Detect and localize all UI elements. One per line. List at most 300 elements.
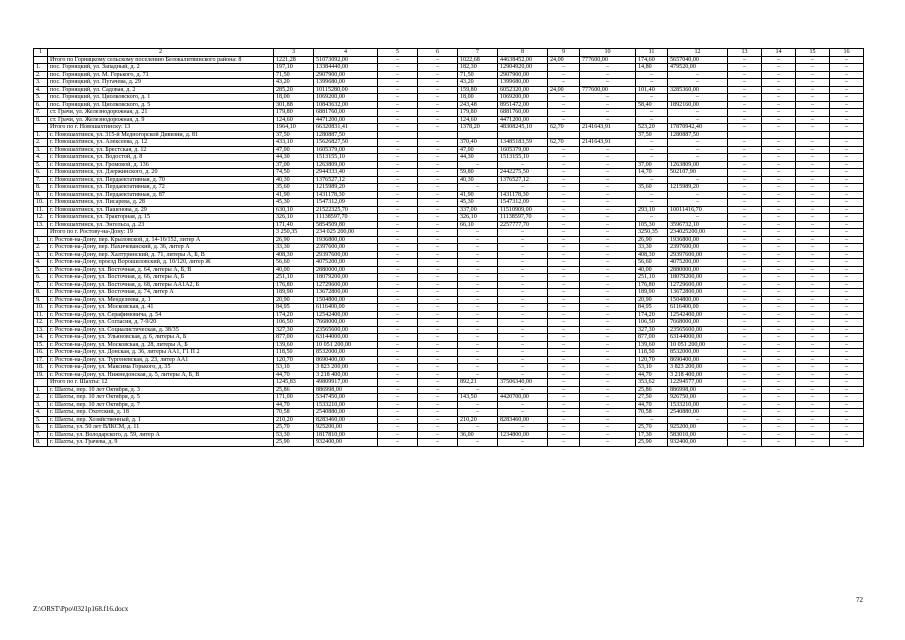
value-cell: 40,30 <box>458 176 498 184</box>
value-cell: – <box>548 409 580 417</box>
value-cell: – <box>580 304 636 312</box>
value-cell: – <box>728 176 762 184</box>
address-cell: г. Ростов-на-Дону, ул. Донская, д. 36, литеры АА1, Г1 П 2 <box>48 349 274 357</box>
value-cell: – <box>796 206 830 214</box>
value-cell: 120,70 <box>636 356 668 364</box>
value-cell: – <box>668 109 728 117</box>
value-cell: – <box>728 116 762 124</box>
value-cell: 17,30 <box>636 431 668 439</box>
value-cell: – <box>762 274 796 282</box>
value-cell: 210,20 <box>274 416 314 424</box>
value-cell: – <box>548 251 580 259</box>
row-number-cell: 1. <box>34 236 48 244</box>
value-cell: – <box>636 71 668 79</box>
value-cell: – <box>796 176 830 184</box>
value-cell: 10115280,00 <box>314 86 378 94</box>
value-cell: – <box>418 296 458 304</box>
address-cell: г. Шахты, пер. 10 лет Октября, д. 7 <box>48 401 274 409</box>
value-cell: – <box>378 146 418 154</box>
table-row <box>34 244 864 252</box>
table-row <box>34 401 864 409</box>
value-cell: – <box>548 401 580 409</box>
value-cell: 171,40 <box>274 221 314 229</box>
value-cell: 33,30 <box>636 244 668 252</box>
value-cell: 2397600,00 <box>314 244 378 252</box>
value-cell: 13672800,00 <box>668 289 728 297</box>
value-cell: – <box>548 266 580 274</box>
value-cell: 3285360,00 <box>668 86 728 94</box>
value-cell: – <box>668 416 728 424</box>
value-cell: – <box>728 274 762 282</box>
value-cell: – <box>762 409 796 417</box>
value-cell: 174,20 <box>636 311 668 319</box>
value-cell: – <box>830 109 864 117</box>
value-cell: 13672800,00 <box>314 289 378 297</box>
value-cell: – <box>498 259 548 267</box>
value-cell: – <box>580 64 636 72</box>
value-cell: – <box>458 161 498 169</box>
value-cell: – <box>728 154 762 162</box>
value-cell: 877,00 <box>274 334 314 342</box>
value-cell: – <box>458 236 498 244</box>
value-cell: – <box>796 191 830 199</box>
table-row <box>34 131 864 139</box>
value-cell: 189,90 <box>274 289 314 297</box>
value-cell: 301,88 <box>274 101 314 109</box>
value-cell: – <box>580 431 636 439</box>
value-cell: 48308245,10 <box>498 124 548 132</box>
value-cell: – <box>830 394 864 402</box>
value-cell: 4075200,00 <box>668 259 728 267</box>
value-cell: 14,70 <box>636 169 668 177</box>
value-cell: – <box>796 259 830 267</box>
row-number-cell: 16. <box>34 349 48 357</box>
document-sheet <box>33 48 863 447</box>
row-number-cell <box>34 124 48 132</box>
value-cell: 101,40 <box>636 86 668 94</box>
value-cell: – <box>728 64 762 72</box>
value-cell: – <box>580 116 636 124</box>
value-cell: – <box>728 401 762 409</box>
value-cell: – <box>458 386 498 394</box>
value-cell <box>378 131 418 139</box>
value-cell: – <box>548 206 580 214</box>
value-cell: 35,60 <box>636 184 668 192</box>
value-cell: 41,90 <box>458 191 498 199</box>
value-cell: 1399680,00 <box>498 79 548 87</box>
table-row <box>34 289 864 297</box>
value-cell: 10011416,70 <box>668 206 728 214</box>
value-cell: 337,00 <box>458 206 498 214</box>
value-cell: 40,00 <box>274 266 314 274</box>
value-cell: – <box>580 71 636 79</box>
value-cell: – <box>762 184 796 192</box>
value-cell: 1431178,30 <box>314 191 378 199</box>
value-cell: 6116400,00 <box>314 304 378 312</box>
value-cell: 1280887,50 <box>314 131 378 139</box>
value-cell: – <box>418 116 458 124</box>
value-cell: – <box>830 221 864 229</box>
value-cell: – <box>796 251 830 259</box>
value-cell: – <box>378 431 418 439</box>
value-cell: – <box>548 161 580 169</box>
value-cell: – <box>418 409 458 417</box>
value-cell: – <box>830 424 864 432</box>
value-cell: 285,20 <box>274 86 314 94</box>
value-cell: 63144000,00 <box>314 334 378 342</box>
value-cell: 1069200,00 <box>498 94 548 102</box>
value-cell: – <box>668 176 728 184</box>
value-cell: 8690400,00 <box>314 356 378 364</box>
value-cell: 1964,10 <box>274 124 314 132</box>
value-cell: – <box>548 169 580 177</box>
value-cell: – <box>830 214 864 222</box>
value-cell: – <box>580 214 636 222</box>
value-cell: 408,30 <box>274 251 314 259</box>
value-cell: 1547312,09 <box>314 199 378 207</box>
value-cell: 433,10 <box>274 139 314 147</box>
value-cell: – <box>580 176 636 184</box>
value-cell: 106,50 <box>274 319 314 327</box>
value-cell: – <box>458 184 498 192</box>
row-number-cell: 5. <box>34 416 48 424</box>
value-cell: – <box>418 199 458 207</box>
value-cell: – <box>636 176 668 184</box>
value-cell: – <box>378 439 418 447</box>
value-cell: – <box>580 274 636 282</box>
table-row <box>34 221 864 229</box>
value-cell: 62,70 <box>548 124 580 132</box>
value-cell: – <box>580 79 636 87</box>
value-cell: – <box>728 364 762 372</box>
row-number-cell: 4. <box>34 259 48 267</box>
value-cell: 777600,00 <box>580 86 636 94</box>
row-number-cell: 8. <box>34 184 48 192</box>
table-row <box>34 236 864 244</box>
row-number-cell: 3. <box>34 146 48 154</box>
value-cell: 2257777,70 <box>498 221 548 229</box>
value-cell: – <box>796 371 830 379</box>
value-cell: – <box>762 199 796 207</box>
row-number-cell: 1. <box>34 131 48 139</box>
address-cell: г. Ростов-на-Дону, пер. Нахичеванский, д. 36, литер А <box>48 244 274 252</box>
table-row <box>34 146 864 154</box>
value-cell: – <box>636 214 668 222</box>
value-cell: – <box>830 184 864 192</box>
value-cell: 4471200,00 <box>314 116 378 124</box>
value-cell: 1376527,12 <box>498 176 548 184</box>
value-cell: 49809917,00 <box>314 379 378 387</box>
value-cell: – <box>418 221 458 229</box>
value-cell: 44,70 <box>636 401 668 409</box>
table-row <box>34 416 864 424</box>
value-cell: 3 218 400,00 <box>668 371 728 379</box>
value-cell: – <box>580 394 636 402</box>
value-cell: – <box>548 424 580 432</box>
value-cell: 1817810,00 <box>314 431 378 439</box>
address-cell: г. Ростов-на-Дону, ул. Нижнедонская, д. 5, литеры А, Б, В <box>48 371 274 379</box>
address-cell: г. Новошахтинск, ул. Пашенова, д. 29 <box>48 206 274 214</box>
value-cell: 2141643,91 <box>580 124 636 132</box>
value-cell: – <box>418 94 458 102</box>
value-cell: – <box>418 176 458 184</box>
row-number-cell <box>34 56 48 64</box>
value-cell: – <box>498 229 548 237</box>
value-cell: – <box>418 229 458 237</box>
value-cell: – <box>762 169 796 177</box>
value-cell: – <box>728 86 762 94</box>
row-number-cell: 6. <box>34 424 48 432</box>
value-cell: – <box>378 79 418 87</box>
value-cell: 33,30 <box>274 244 314 252</box>
value-cell: 18079200,00 <box>668 274 728 282</box>
value-cell: – <box>796 221 830 229</box>
value-cell: – <box>418 304 458 312</box>
value-cell: – <box>378 311 418 319</box>
value-cell: 234 025 200,00 <box>314 229 378 237</box>
value-cell: – <box>796 161 830 169</box>
table-row <box>34 161 864 169</box>
value-cell: 7668000,00 <box>314 319 378 327</box>
address-cell: Итого по г. Шахты: 12 <box>48 379 274 387</box>
value-cell: – <box>418 364 458 372</box>
value-cell: 18079200,00 <box>314 274 378 282</box>
value-cell: – <box>418 341 458 349</box>
value-cell: – <box>548 146 580 154</box>
value-cell: 37,50 <box>636 131 668 139</box>
table-row <box>34 364 864 372</box>
value-cell: – <box>458 311 498 319</box>
value-cell: 7668000,00 <box>668 319 728 327</box>
value-cell: 1234800,00 <box>498 431 548 439</box>
value-cell: – <box>830 296 864 304</box>
value-cell: 5657040,00 <box>668 56 728 64</box>
value-cell: – <box>418 71 458 79</box>
value-cell: – <box>580 146 636 154</box>
value-cell: – <box>796 101 830 109</box>
value-cell: – <box>548 79 580 87</box>
row-number-cell: 13. <box>34 326 48 334</box>
subtotal-row <box>34 229 864 237</box>
value-cell: – <box>728 251 762 259</box>
value-cell: 1936800,00 <box>668 236 728 244</box>
value-cell: – <box>548 371 580 379</box>
value-cell: – <box>378 364 418 372</box>
value-cell: 1547312,09 <box>498 199 548 207</box>
value-cell: – <box>378 214 418 222</box>
value-cell: – <box>796 146 830 154</box>
row-number-cell: 4. <box>34 154 48 162</box>
value-cell: 66,10 <box>458 221 498 229</box>
row-number-cell <box>34 379 48 387</box>
value-cell: 886998,00 <box>668 386 728 394</box>
value-cell: 189,90 <box>636 289 668 297</box>
value-cell: – <box>580 101 636 109</box>
value-cell: – <box>728 229 762 237</box>
value-cell: – <box>796 416 830 424</box>
value-cell <box>418 131 458 139</box>
value-cell: – <box>458 289 498 297</box>
row-number-cell: 6. <box>34 274 48 282</box>
value-cell: – <box>418 101 458 109</box>
table-row <box>34 101 864 109</box>
value-cell: 23565600,00 <box>668 326 728 334</box>
address-cell: г. Новошахтинск, ул. Алексеева, д. 12 <box>48 139 274 147</box>
value-cell: – <box>796 431 830 439</box>
value-cell: – <box>796 319 830 327</box>
address-cell: г. Ростов-на-Дону, ул. Московская, д. 28, литеры А, Б <box>48 341 274 349</box>
value-cell: – <box>830 371 864 379</box>
value-cell: – <box>796 334 830 342</box>
address-cell: г. Шахты, пер. 10 лет Октября, д. 3 <box>48 386 274 394</box>
value-cell: – <box>418 206 458 214</box>
value-cell: – <box>728 259 762 267</box>
value-cell: 25,90 <box>274 439 314 447</box>
table-row <box>34 281 864 289</box>
column-number-cell: 10 <box>580 49 636 57</box>
column-number-cell: 9 <box>548 49 580 57</box>
value-cell: – <box>728 79 762 87</box>
value-cell: 40,00 <box>636 266 668 274</box>
value-cell: 25,70 <box>636 424 668 432</box>
value-cell: – <box>458 266 498 274</box>
value-cell: – <box>728 109 762 117</box>
address-cell: ст. Грачи, ул. Железнодорожная, д. 9 <box>48 116 274 124</box>
value-cell: – <box>378 71 418 79</box>
value-cell: 1376527,12 <box>314 176 378 184</box>
value-cell: 12294577,00 <box>668 379 728 387</box>
value-cell: 44,70 <box>274 401 314 409</box>
value-cell: – <box>418 191 458 199</box>
value-cell: – <box>580 364 636 372</box>
value-cell: 11138597,70 <box>314 214 378 222</box>
table-row <box>34 251 864 259</box>
value-cell: 1513155,10 <box>314 154 378 162</box>
value-cell: – <box>378 251 418 259</box>
value-cell: – <box>796 244 830 252</box>
value-cell: – <box>548 386 580 394</box>
value-cell: 176,80 <box>274 281 314 289</box>
row-number-cell: 4. <box>34 86 48 94</box>
address-cell: ст. Грачи, ул. Железнодорожная, д. 21 <box>48 109 274 117</box>
value-cell: – <box>762 266 796 274</box>
value-cell: 12729600,00 <box>314 281 378 289</box>
row-number-cell: 5. <box>34 161 48 169</box>
value-cell: – <box>378 386 418 394</box>
value-cell: – <box>728 334 762 342</box>
value-cell: – <box>796 274 830 282</box>
value-cell: 56,60 <box>636 259 668 267</box>
value-cell: – <box>458 296 498 304</box>
value-cell: – <box>580 199 636 207</box>
value-cell: – <box>458 424 498 432</box>
value-cell: 40,30 <box>274 176 314 184</box>
value-cell: – <box>830 169 864 177</box>
value-cell: 8283460,00 <box>314 416 378 424</box>
address-cell: г. Ростов-на-Дону, ул. Серафимовича, д. 54 <box>48 311 274 319</box>
value-cell: 1431178,30 <box>498 191 548 199</box>
table-row <box>34 176 864 184</box>
value-cell: 1533210,00 <box>314 401 378 409</box>
value-cell: – <box>458 364 498 372</box>
value-cell: – <box>458 349 498 357</box>
value-cell: – <box>762 259 796 267</box>
value-cell: – <box>580 319 636 327</box>
value-cell: 124,60 <box>274 116 314 124</box>
value-cell <box>796 131 830 139</box>
value-cell: 408,30 <box>636 251 668 259</box>
value-cell: – <box>796 124 830 132</box>
value-cell: – <box>378 199 418 207</box>
value-cell: – <box>796 341 830 349</box>
value-cell: – <box>498 236 548 244</box>
value-cell: – <box>418 431 458 439</box>
value-cell: 3 250,35 <box>274 229 314 237</box>
value-cell: – <box>636 191 668 199</box>
value-cell: – <box>796 236 830 244</box>
value-cell: – <box>418 401 458 409</box>
value-cell: 6881760,00 <box>498 109 548 117</box>
value-cell: – <box>636 146 668 154</box>
value-cell: – <box>548 199 580 207</box>
address-cell: г. Ростов-на-Дону, пер. Халтуринский, д. 71, литеры А, Б, В <box>48 251 274 259</box>
value-cell: – <box>418 251 458 259</box>
value-cell: – <box>728 341 762 349</box>
value-cell: – <box>728 371 762 379</box>
value-cell: 53,10 <box>274 364 314 372</box>
value-cell: 66320831,41 <box>314 124 378 132</box>
value-cell: – <box>418 281 458 289</box>
value-cell: 1263809,00 <box>668 161 728 169</box>
value-cell: – <box>418 64 458 72</box>
value-cell: – <box>498 289 548 297</box>
value-cell: – <box>418 416 458 424</box>
value-cell: – <box>796 56 830 64</box>
value-cell: – <box>830 139 864 147</box>
value-cell: – <box>580 439 636 447</box>
value-cell: – <box>728 266 762 274</box>
value-cell: – <box>498 304 548 312</box>
value-cell: – <box>728 356 762 364</box>
address-cell: г. Ростов-на-Дону, ул. Московская, д. 41 <box>48 304 274 312</box>
value-cell: – <box>378 101 418 109</box>
value-cell: 6116400,00 <box>668 304 728 312</box>
value-cell: – <box>418 274 458 282</box>
value-cell: – <box>548 236 580 244</box>
value-cell: – <box>548 296 580 304</box>
value-cell: – <box>378 409 418 417</box>
value-cell: – <box>580 229 636 237</box>
value-cell: – <box>418 334 458 342</box>
value-cell: – <box>796 64 830 72</box>
value-cell: 3 823 200,00 <box>314 364 378 372</box>
value-cell: – <box>728 169 762 177</box>
value-cell: 251,10 <box>274 274 314 282</box>
value-cell: – <box>378 176 418 184</box>
value-cell: 53,30 <box>274 431 314 439</box>
value-cell: 1504800,00 <box>668 296 728 304</box>
value-cell: 58,40 <box>636 101 668 109</box>
value-cell: 1504800,00 <box>314 296 378 304</box>
value-cell: – <box>762 109 796 117</box>
value-cell: – <box>378 139 418 147</box>
value-cell: – <box>762 349 796 357</box>
value-cell: – <box>498 274 548 282</box>
value-cell: – <box>580 349 636 357</box>
value-cell: 56,60 <box>274 259 314 267</box>
value-cell: – <box>830 401 864 409</box>
address-cell: г. Ростов-на-Дону, пер. Крыловской, д. 14-16/152, литер А <box>48 236 274 244</box>
